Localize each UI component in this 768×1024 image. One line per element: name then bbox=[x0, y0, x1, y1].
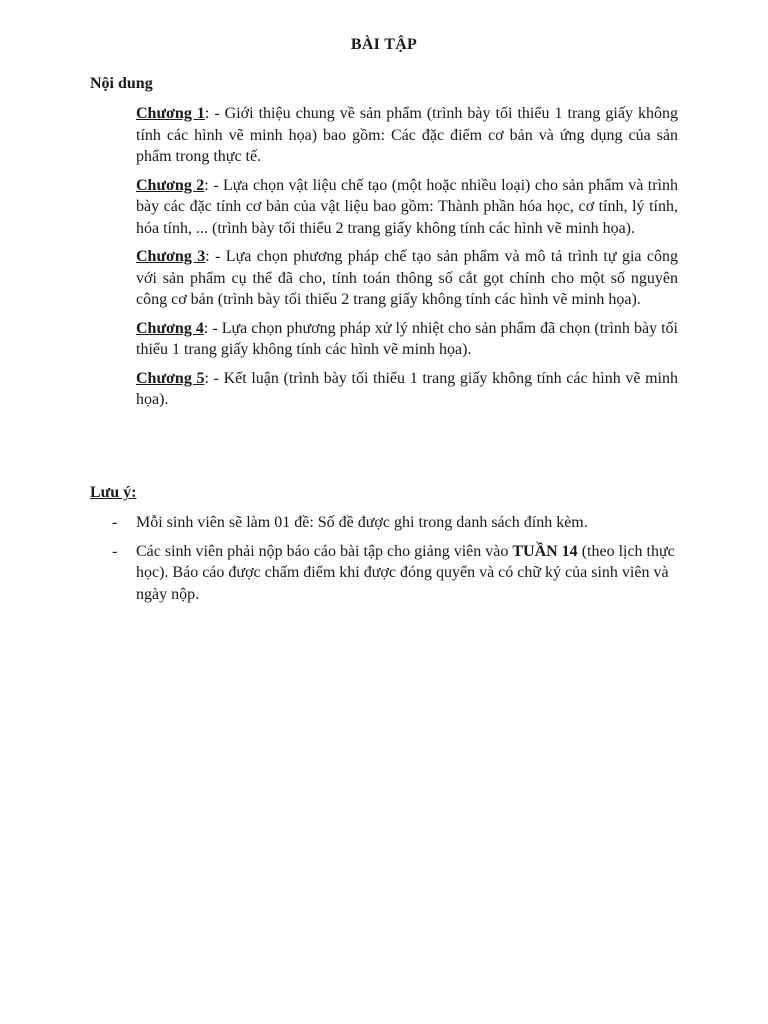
note-bullet: - bbox=[112, 514, 118, 531]
notes-heading: Lưu ý: bbox=[90, 484, 137, 501]
chapter-1-label: Chương 1 bbox=[136, 105, 205, 122]
deadline-week: TUẦN 14 bbox=[512, 542, 578, 560]
chapter-2 bbox=[136, 175, 678, 240]
chapter-1 bbox=[136, 103, 678, 168]
chapter-2-text: : - Lựa chọn vật liệu chế tạo (một hoặc nhiều loại) cho sản phẩm và trình bày các đặc tính cơ bản của vật liệu bao gồm: Thành phần hóa học, cơ tính, lý tính, hóa tính, ... (trình bày tối thiểu 2 trang giấy không tính các hình vẽ minh họa). bbox=[136, 176, 679, 237]
chapter-5-label: Chương 5 bbox=[136, 369, 205, 387]
chapter-list bbox=[136, 103, 678, 418]
note-item-1 bbox=[90, 512, 678, 534]
chapter-1-text: : - Giới thiệu chung về sản phẩm (trình bày tối thiểu 1 trang giấy không tính các hình vẽ minh họa) bao gồm: Các đặc điểm cơ bản và ứng dụng của sản phẩm trong thực tế. bbox=[136, 105, 679, 165]
note-2-text-after: (theo lịch thực học). Báo cáo được chấm điểm khi được đóng quyển và có chữ ký của sinh viên và ngày nộp. bbox=[136, 542, 675, 603]
chapter-3-text: : - Lựa chọn phương pháp chế tạo sản phẩm và mô tả trình tự gia công với sản phẩm cụ thể đã cho, tính toán thông số cắt gọt chính cho một số nguyên công cơ bản (trình bày tối thiểu 2 trang giấy không tính các hình vẽ minh họa). bbox=[136, 248, 679, 308]
chapter-5 bbox=[136, 368, 678, 411]
chapter-4-text: : - Lựa chọn phương pháp xử lý nhiệt cho sản phẩm đã chọn (trình bày tối thiểu 1 trang giấy không tính các hình vẽ minh họa). bbox=[136, 319, 679, 358]
chapter-4-label: Chương 4 bbox=[136, 319, 204, 337]
content-heading: Nội dung bbox=[90, 75, 153, 92]
chapter-4 bbox=[136, 318, 678, 361]
note-bullet: - bbox=[112, 542, 118, 560]
document-title: BÀI TẬP bbox=[350, 36, 418, 53]
chapter-2-label: Chương 2 bbox=[136, 176, 205, 194]
note-item-2 bbox=[90, 541, 678, 606]
chapter-3-label: Chương 3 bbox=[136, 248, 206, 265]
chapter-5-text: : - Kết luận (trình bày tối thiểu 1 trang giấy không tính các hình vẽ minh họa). bbox=[136, 369, 679, 408]
note-2-text-before: Các sinh viên phải nộp báo cáo bài tập cho giảng viên vào bbox=[136, 542, 513, 560]
notes-list bbox=[90, 512, 678, 612]
chapter-3 bbox=[136, 246, 678, 311]
note-1-text: Mỗi sinh viên sẽ làm 01 đề: Số đề được ghi trong danh sách đính kèm. bbox=[136, 514, 588, 531]
